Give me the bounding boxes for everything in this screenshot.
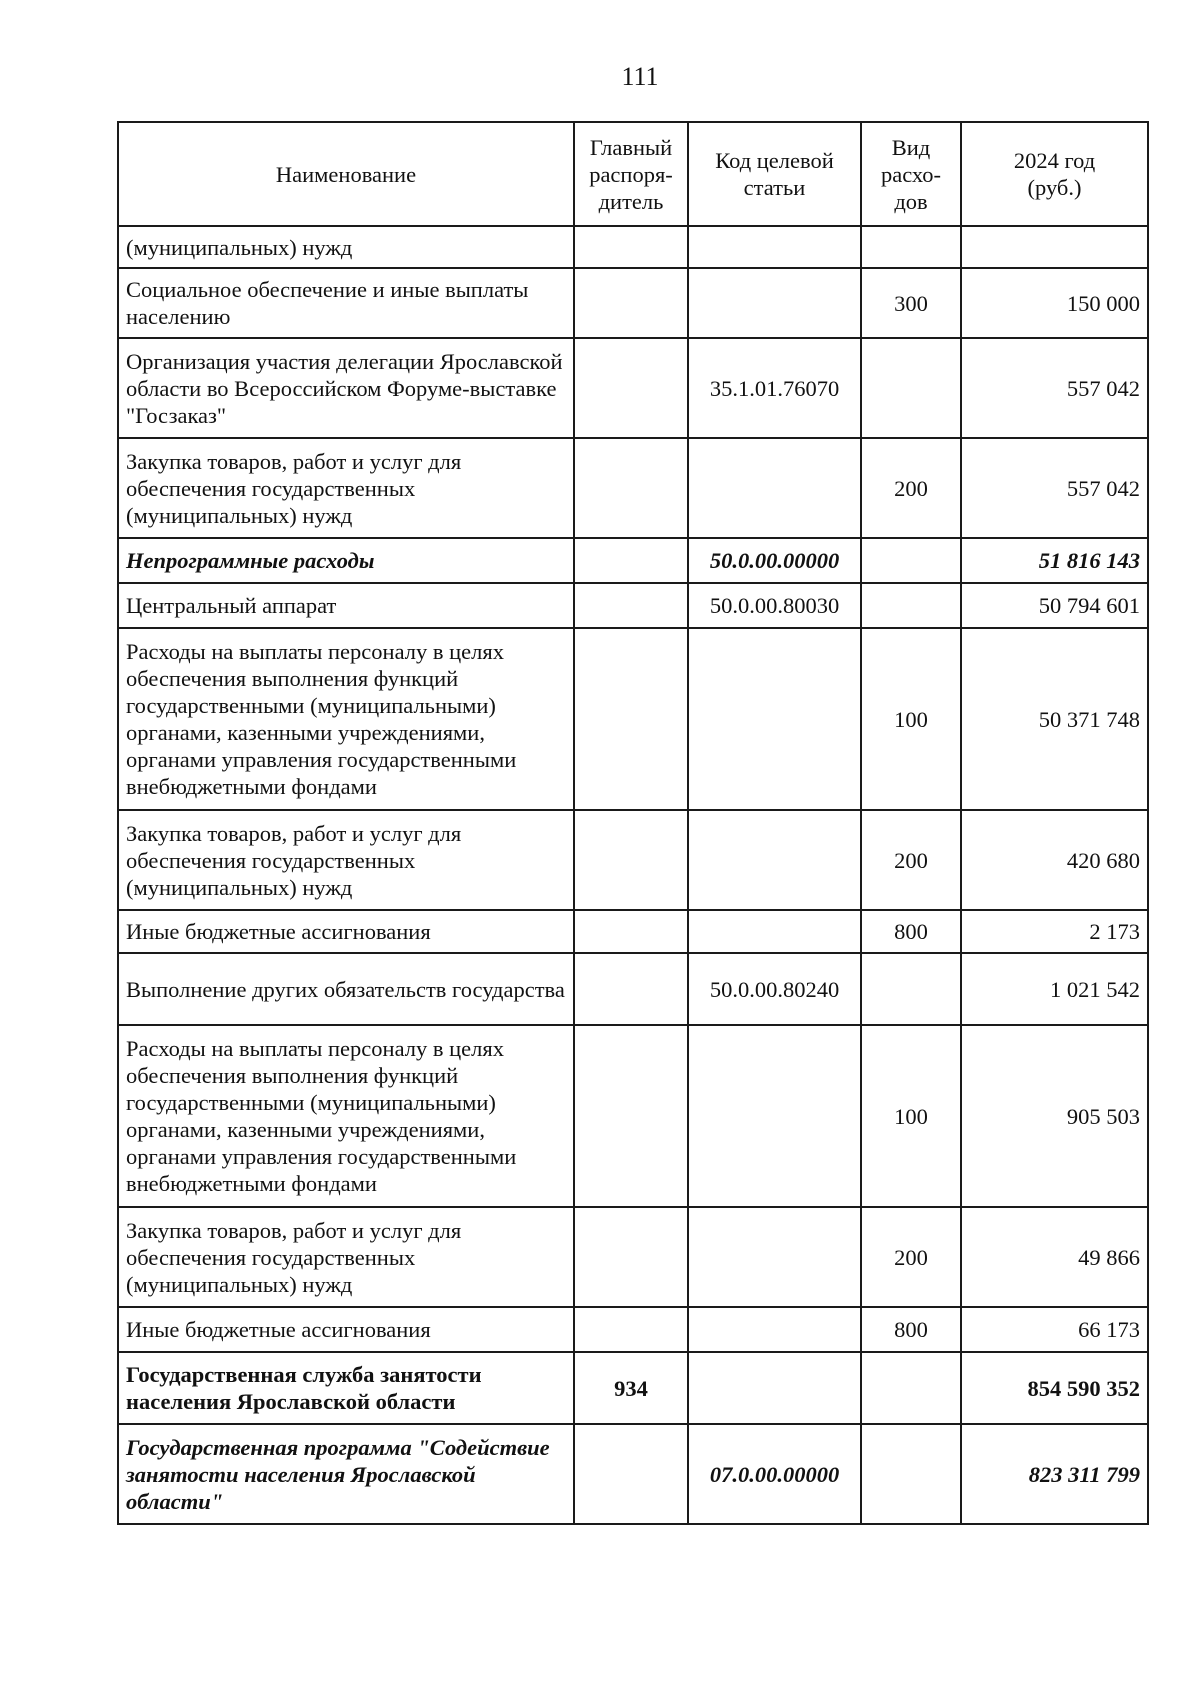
- cell-amount: 49 866: [961, 1207, 1148, 1307]
- cell-manager: [574, 583, 688, 628]
- cell-name: Закупка товаров, работ и услуг для обеспечения государственных (муниципальных) нужд: [118, 810, 574, 910]
- cell-type: 300: [861, 268, 961, 338]
- cell-code: 50.0.00.80030: [688, 583, 861, 628]
- cell-manager: [574, 628, 688, 810]
- cell-manager: [574, 338, 688, 438]
- header-name: Наименование: [118, 122, 574, 226]
- cell-manager: [574, 226, 688, 268]
- cell-amount: 150 000: [961, 268, 1148, 338]
- cell-amount: 50 371 748: [961, 628, 1148, 810]
- cell-type: 200: [861, 438, 961, 538]
- cell-name: Иные бюджетные ассигнования: [118, 1307, 574, 1352]
- cell-type: [861, 226, 961, 268]
- cell-type: [861, 538, 961, 583]
- cell-name: Организация участия делегации Ярославской области во Всероссийском Форуме-выставке "Госзаказ": [118, 338, 574, 438]
- cell-amount: 51 816 143: [961, 538, 1148, 583]
- cell-name: (муниципальных) нужд: [118, 226, 574, 268]
- cell-type: [861, 1352, 961, 1424]
- cell-code: 50.0.00.00000: [688, 538, 861, 583]
- cell-manager: [574, 268, 688, 338]
- table-row: [118, 1307, 1148, 1352]
- cell-type: [861, 583, 961, 628]
- cell-amount: 50 794 601: [961, 583, 1148, 628]
- cell-code: [688, 810, 861, 910]
- cell-type: 200: [861, 810, 961, 910]
- table-row: [118, 538, 1148, 583]
- table-header-row: [118, 122, 1148, 226]
- cell-manager: [574, 810, 688, 910]
- page-number: 111: [621, 62, 659, 91]
- cell-manager: [574, 1025, 688, 1207]
- table-row: [118, 910, 1148, 953]
- cell-amount: 854 590 352: [961, 1352, 1148, 1424]
- header-amount: 2024 год (руб.): [961, 122, 1148, 226]
- table-row: [118, 338, 1148, 438]
- cell-amount: 2 173: [961, 910, 1148, 953]
- cell-name: Государственная программа "Содействие занятости населения Ярославской области": [118, 1424, 574, 1524]
- cell-name: Расходы на выплаты персоналу в целях обеспечения выполнения функций государственными (муниципальными) органами, казенными учреждениями, органами управления государственными внебюджетными фондами: [118, 1025, 574, 1207]
- cell-type: [861, 953, 961, 1025]
- cell-code: [688, 438, 861, 538]
- cell-code: [688, 1307, 861, 1352]
- table-body: [118, 226, 1148, 1524]
- cell-name: Иные бюджетные ассигнования: [118, 910, 574, 953]
- cell-name: Закупка товаров, работ и услуг для обеспечения государственных (муниципальных) нужд: [118, 438, 574, 538]
- cell-amount: 1 021 542: [961, 953, 1148, 1025]
- cell-type: 800: [861, 1307, 961, 1352]
- cell-name: Непрограммные расходы: [118, 538, 574, 583]
- cell-name: Расходы на выплаты персоналу в целях обеспечения выполнения функций государственными (муниципальными) органами, казенными учреждениями, органами управления государственными внебюджетными фондами: [118, 628, 574, 810]
- cell-amount: [961, 226, 1148, 268]
- cell-manager: [574, 538, 688, 583]
- cell-manager: 934: [574, 1352, 688, 1424]
- table-row: [118, 226, 1148, 268]
- cell-name: Центральный аппарат: [118, 583, 574, 628]
- cell-code: [688, 226, 861, 268]
- cell-type: 200: [861, 1207, 961, 1307]
- cell-amount: 557 042: [961, 438, 1148, 538]
- cell-name: Государственная служба занятости населения Ярославской области: [118, 1352, 574, 1424]
- cell-name: Выполнение других обязательств государства: [118, 953, 574, 1025]
- cell-code: [688, 1207, 861, 1307]
- cell-amount: 420 680: [961, 810, 1148, 910]
- table-row: [118, 810, 1148, 910]
- cell-type: [861, 1424, 961, 1524]
- cell-amount: 905 503: [961, 1025, 1148, 1207]
- cell-manager: [574, 1207, 688, 1307]
- cell-type: [861, 338, 961, 438]
- table-row: [118, 628, 1148, 810]
- cell-type: 800: [861, 910, 961, 953]
- header-manager: Главный распоря- дитель: [574, 122, 688, 226]
- cell-code: [688, 628, 861, 810]
- cell-manager: [574, 1307, 688, 1352]
- table-row: [118, 1352, 1148, 1424]
- cell-code: 35.1.01.76070: [688, 338, 861, 438]
- header-code: Код целевой статьи: [688, 122, 861, 226]
- cell-type: 100: [861, 628, 961, 810]
- cell-code: 07.0.00.00000: [688, 1424, 861, 1524]
- cell-code: [688, 910, 861, 953]
- cell-code: [688, 1025, 861, 1207]
- cell-name: Закупка товаров, работ и услуг для обеспечения государственных (муниципальных) нужд: [118, 1207, 574, 1307]
- header-type: Вид расхо- дов: [861, 122, 961, 226]
- table-row: [118, 953, 1148, 1025]
- cell-code: 50.0.00.80240: [688, 953, 861, 1025]
- budget-table: [117, 121, 1149, 1525]
- table-row: [118, 1207, 1148, 1307]
- cell-name: Социальное обеспечение и иные выплаты населению: [118, 268, 574, 338]
- table-row: [118, 268, 1148, 338]
- cell-code: [688, 1352, 861, 1424]
- cell-manager: [574, 953, 688, 1025]
- table-row: [118, 583, 1148, 628]
- cell-code: [688, 268, 861, 338]
- table-row: [118, 1025, 1148, 1207]
- cell-type: 100: [861, 1025, 961, 1207]
- cell-amount: 823 311 799: [961, 1424, 1148, 1524]
- cell-amount: 66 173: [961, 1307, 1148, 1352]
- table-row: [118, 1424, 1148, 1524]
- table-row: [118, 438, 1148, 538]
- cell-manager: [574, 1424, 688, 1524]
- cell-manager: [574, 438, 688, 538]
- cell-amount: 557 042: [961, 338, 1148, 438]
- cell-manager: [574, 910, 688, 953]
